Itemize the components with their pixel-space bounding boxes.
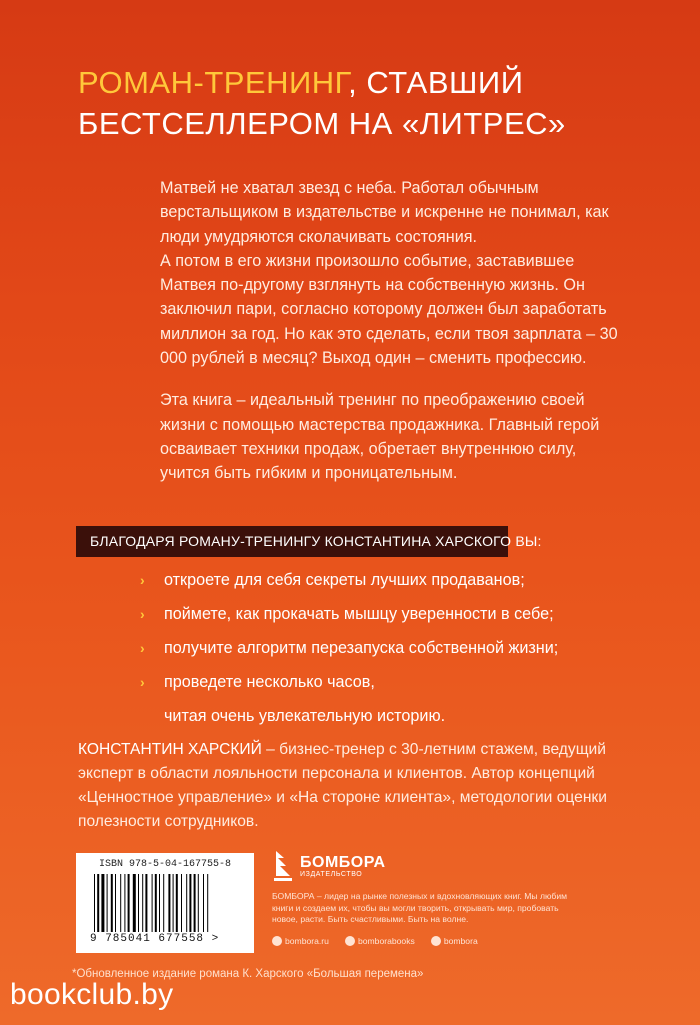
publisher-socials xyxy=(272,936,592,946)
social-link-site[interactable] xyxy=(272,936,329,946)
publisher-logo xyxy=(272,849,592,883)
chevron-right-icon: › xyxy=(140,640,145,656)
list-item xyxy=(140,568,660,592)
headline xyxy=(78,62,638,144)
footnote: *Обновленное издание романа К. Харского «Большая перемена» xyxy=(72,968,424,980)
author-name: КОНСТАНТИН ХАРСКИЙ xyxy=(78,741,262,758)
bombora-logo-icon xyxy=(272,849,294,883)
bullet-text: получите алгоритм перезапуска собственной жизни; xyxy=(164,639,559,657)
list-item xyxy=(140,602,660,626)
isbn-digits: 9 785041 677558 > xyxy=(90,933,220,945)
list-item xyxy=(140,670,660,728)
site-watermark: bookclub.by xyxy=(10,978,174,1011)
intro-text xyxy=(160,176,630,486)
publisher-name: БОМБОРА xyxy=(300,853,386,871)
social-link-books[interactable] xyxy=(345,936,415,946)
publisher-block xyxy=(272,849,592,946)
bullet-text: проведете несколько часов, xyxy=(164,673,375,691)
headline-line1 xyxy=(78,62,638,103)
benefits-list xyxy=(140,568,660,738)
social-network-icon xyxy=(345,936,355,946)
messenger-icon xyxy=(431,936,441,946)
bullet-text: поймете, как прокачать мышцу уверенности в себе; xyxy=(164,605,554,623)
social-label: bombora xyxy=(443,935,478,946)
isbn-barcode-box xyxy=(76,853,254,953)
social-link-channels[interactable] xyxy=(431,936,478,946)
benefits-banner: БЛАГОДАРЯ РОМАНУ-ТРЕНИНГУ КОНСТАНТИНА ХАРСКОГО ВЫ: xyxy=(76,526,508,557)
publisher-description: БОМБОРА – лидер на рынке полезных и вдохновляющих книг. Мы любим книги и создаем их, чтобы вы могли творить, открывать мир, пробовать новое, расти. Быть счастливыми. Быть на волне. xyxy=(272,891,568,924)
social-label: bombora.ru xyxy=(285,935,329,946)
chevron-right-icon: › xyxy=(140,606,145,622)
publisher-subtitle: ИЗДАТЕЛЬСТВО xyxy=(300,870,363,878)
chevron-right-icon: › xyxy=(140,674,145,690)
isbn-label: ISBN 978-5-04-167755-8 xyxy=(98,859,232,870)
social-label: bomborabooks xyxy=(357,935,415,946)
bullet-text-continuation: читая очень увлекательную историю. xyxy=(164,707,446,725)
headline-rest: , СТАВШИЙ xyxy=(348,65,524,100)
barcode-image xyxy=(90,874,240,932)
list-item xyxy=(140,636,660,660)
author-bio xyxy=(78,738,638,834)
bullet-text: откроете для себя секреты лучших продаванов; xyxy=(164,571,525,589)
intro-paragraph-1: Матвей не хватал звезд с неба. Работал обычным верстальщиком в издательстве и искренне не понимал, как люди умудряются сколачивать состояния. xyxy=(160,179,609,246)
headline-line2: БЕСТСЕЛЛЕРОМ НА «ЛИТРЕС» xyxy=(78,106,566,141)
author-description: – бизнес-тренер с 30-летним стажем, ведущий эксперт в области лояльности персонала и клиентов. Автор концепций «Ценностное управление» и «На стороне клиента», методологии оценки полезности сотрудников. xyxy=(78,741,607,830)
intro-paragraph-3: Эта книга – идеальный тренинг по преображению своей жизни с помощью мастерства продажника. Главный герой осваивает техники продаж, обретает внутреннюю силу, учится быть гибким и проницательным. xyxy=(160,391,600,483)
globe-icon xyxy=(272,936,282,946)
chevron-right-icon: › xyxy=(140,572,145,588)
intro-paragraph-2: А потом в его жизни произошло событие, заставившее Матвея по-другому взглянуть на собственную жизнь. Он заключил пари, согласно которому должен был заработать миллион за год. Но как это сделать, если твоя зарплата – 30 000 рублей в месяц? Выход один – сменить профессию. xyxy=(160,251,618,368)
headline-highlight: РОМАН-ТРЕНИНГ xyxy=(78,65,349,100)
